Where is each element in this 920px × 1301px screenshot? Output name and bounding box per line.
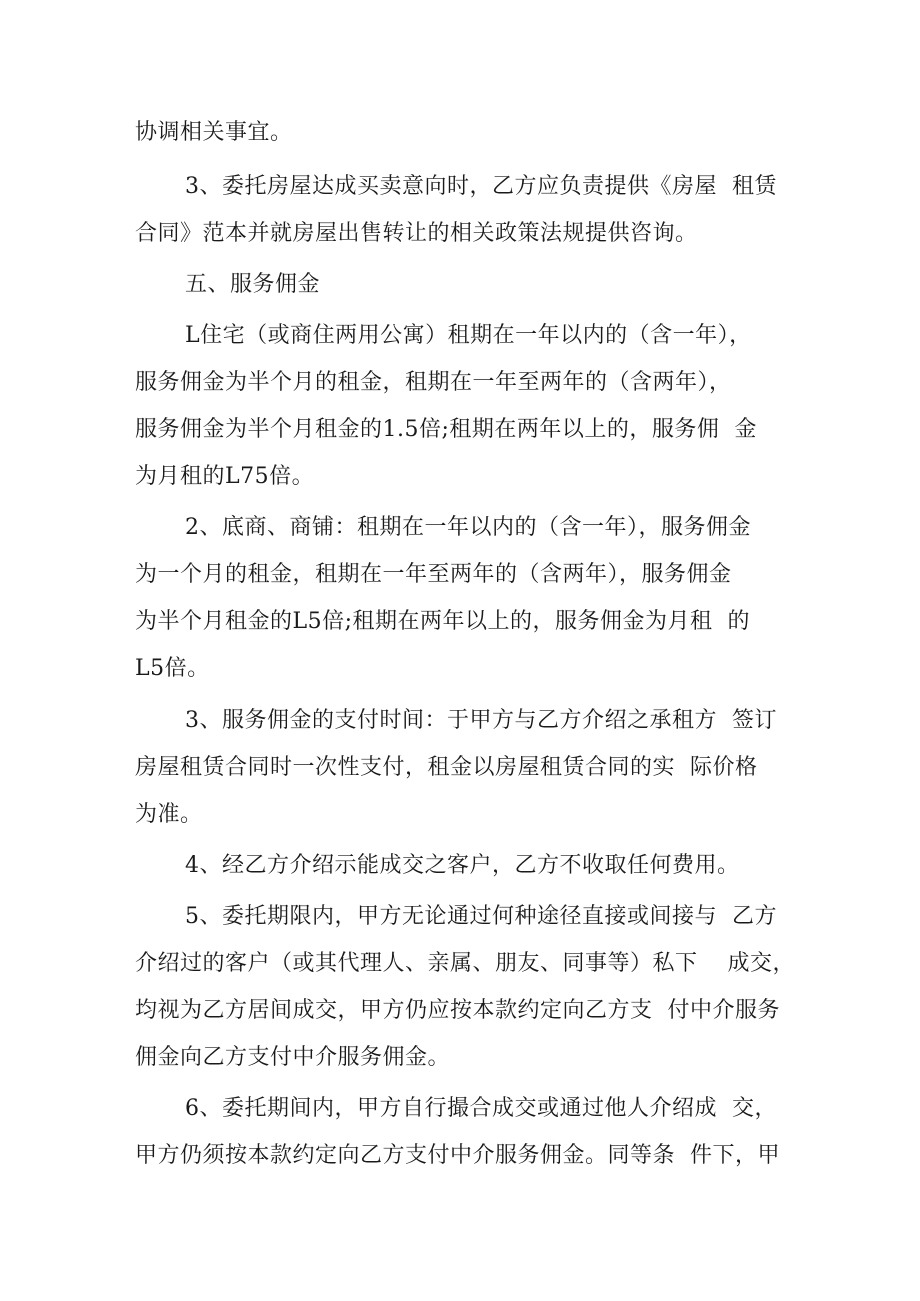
text-line: 均视为乙方居间成交，甲方仍应按本款约定向乙方支 付中介服务 (135, 998, 780, 1023)
section-heading: 五、服务佣金 (185, 272, 321, 297)
text-line: 5、委托期限内，甲方无论通过何种途径直接或间接与 乙方 (185, 904, 777, 929)
text-line: 6、委托期间内，甲方自行撮合成交或通过他人介绍成 交， (185, 1096, 777, 1121)
text-line: 服务佣金为半个月的租金，租期在一年至两年的（含两年）， (135, 370, 732, 395)
text-line: 为一个月的租金，租期在一年至两年的（含两年），服务佣金 (135, 562, 732, 587)
text-line: 房屋租赁合同时一次性支付，租金以房屋租赁合同的实 际价格 (135, 755, 758, 780)
text-line: L住宅（或商住两用公寓）租期在一年以内的（含一年）， (185, 323, 752, 348)
text-line: 3、委托房屋达成买卖意向时，乙方应负责提供《房屋 租赁 (185, 174, 777, 199)
text-line: 3、服务佣金的支付时间：于甲方与乙方介绍之承租方 签订 (185, 708, 777, 733)
text-line: 服务佣金为半个月租金的1.5倍;租期在两年以上的，服务佣 金 (135, 417, 757, 442)
text-line: 2、底商、商铺：租期在一年以内的（含一年），服务佣金 (185, 515, 751, 540)
text-line: 协调相关事宜。 (135, 120, 293, 145)
text-line: 介绍过的客户（或其代理人、亲属、朋友、同事等）私下 成交， (135, 951, 795, 976)
text-line: 为半个月租金的L5倍;租期在两年以上的，服务佣金为月租 的 (135, 609, 751, 634)
text-line: 佣金向乙方支付中介服务佣金。 (135, 1045, 451, 1070)
text-line: L5倍。 (135, 656, 210, 681)
text-line: 合同》范本并就房屋出售转让的相关政策法规提供咨询。 (135, 221, 698, 246)
text-line: 甲方仍须按本款约定向乙方支付中介服务佣金。同等条 件下，甲 (135, 1143, 780, 1168)
text-line: 为准。 (135, 802, 203, 827)
text-line: 为月租的L75倍。 (135, 464, 315, 489)
text-line: 4、经乙方介绍示能成交之客户，乙方不收取任何费用。 (185, 853, 740, 878)
